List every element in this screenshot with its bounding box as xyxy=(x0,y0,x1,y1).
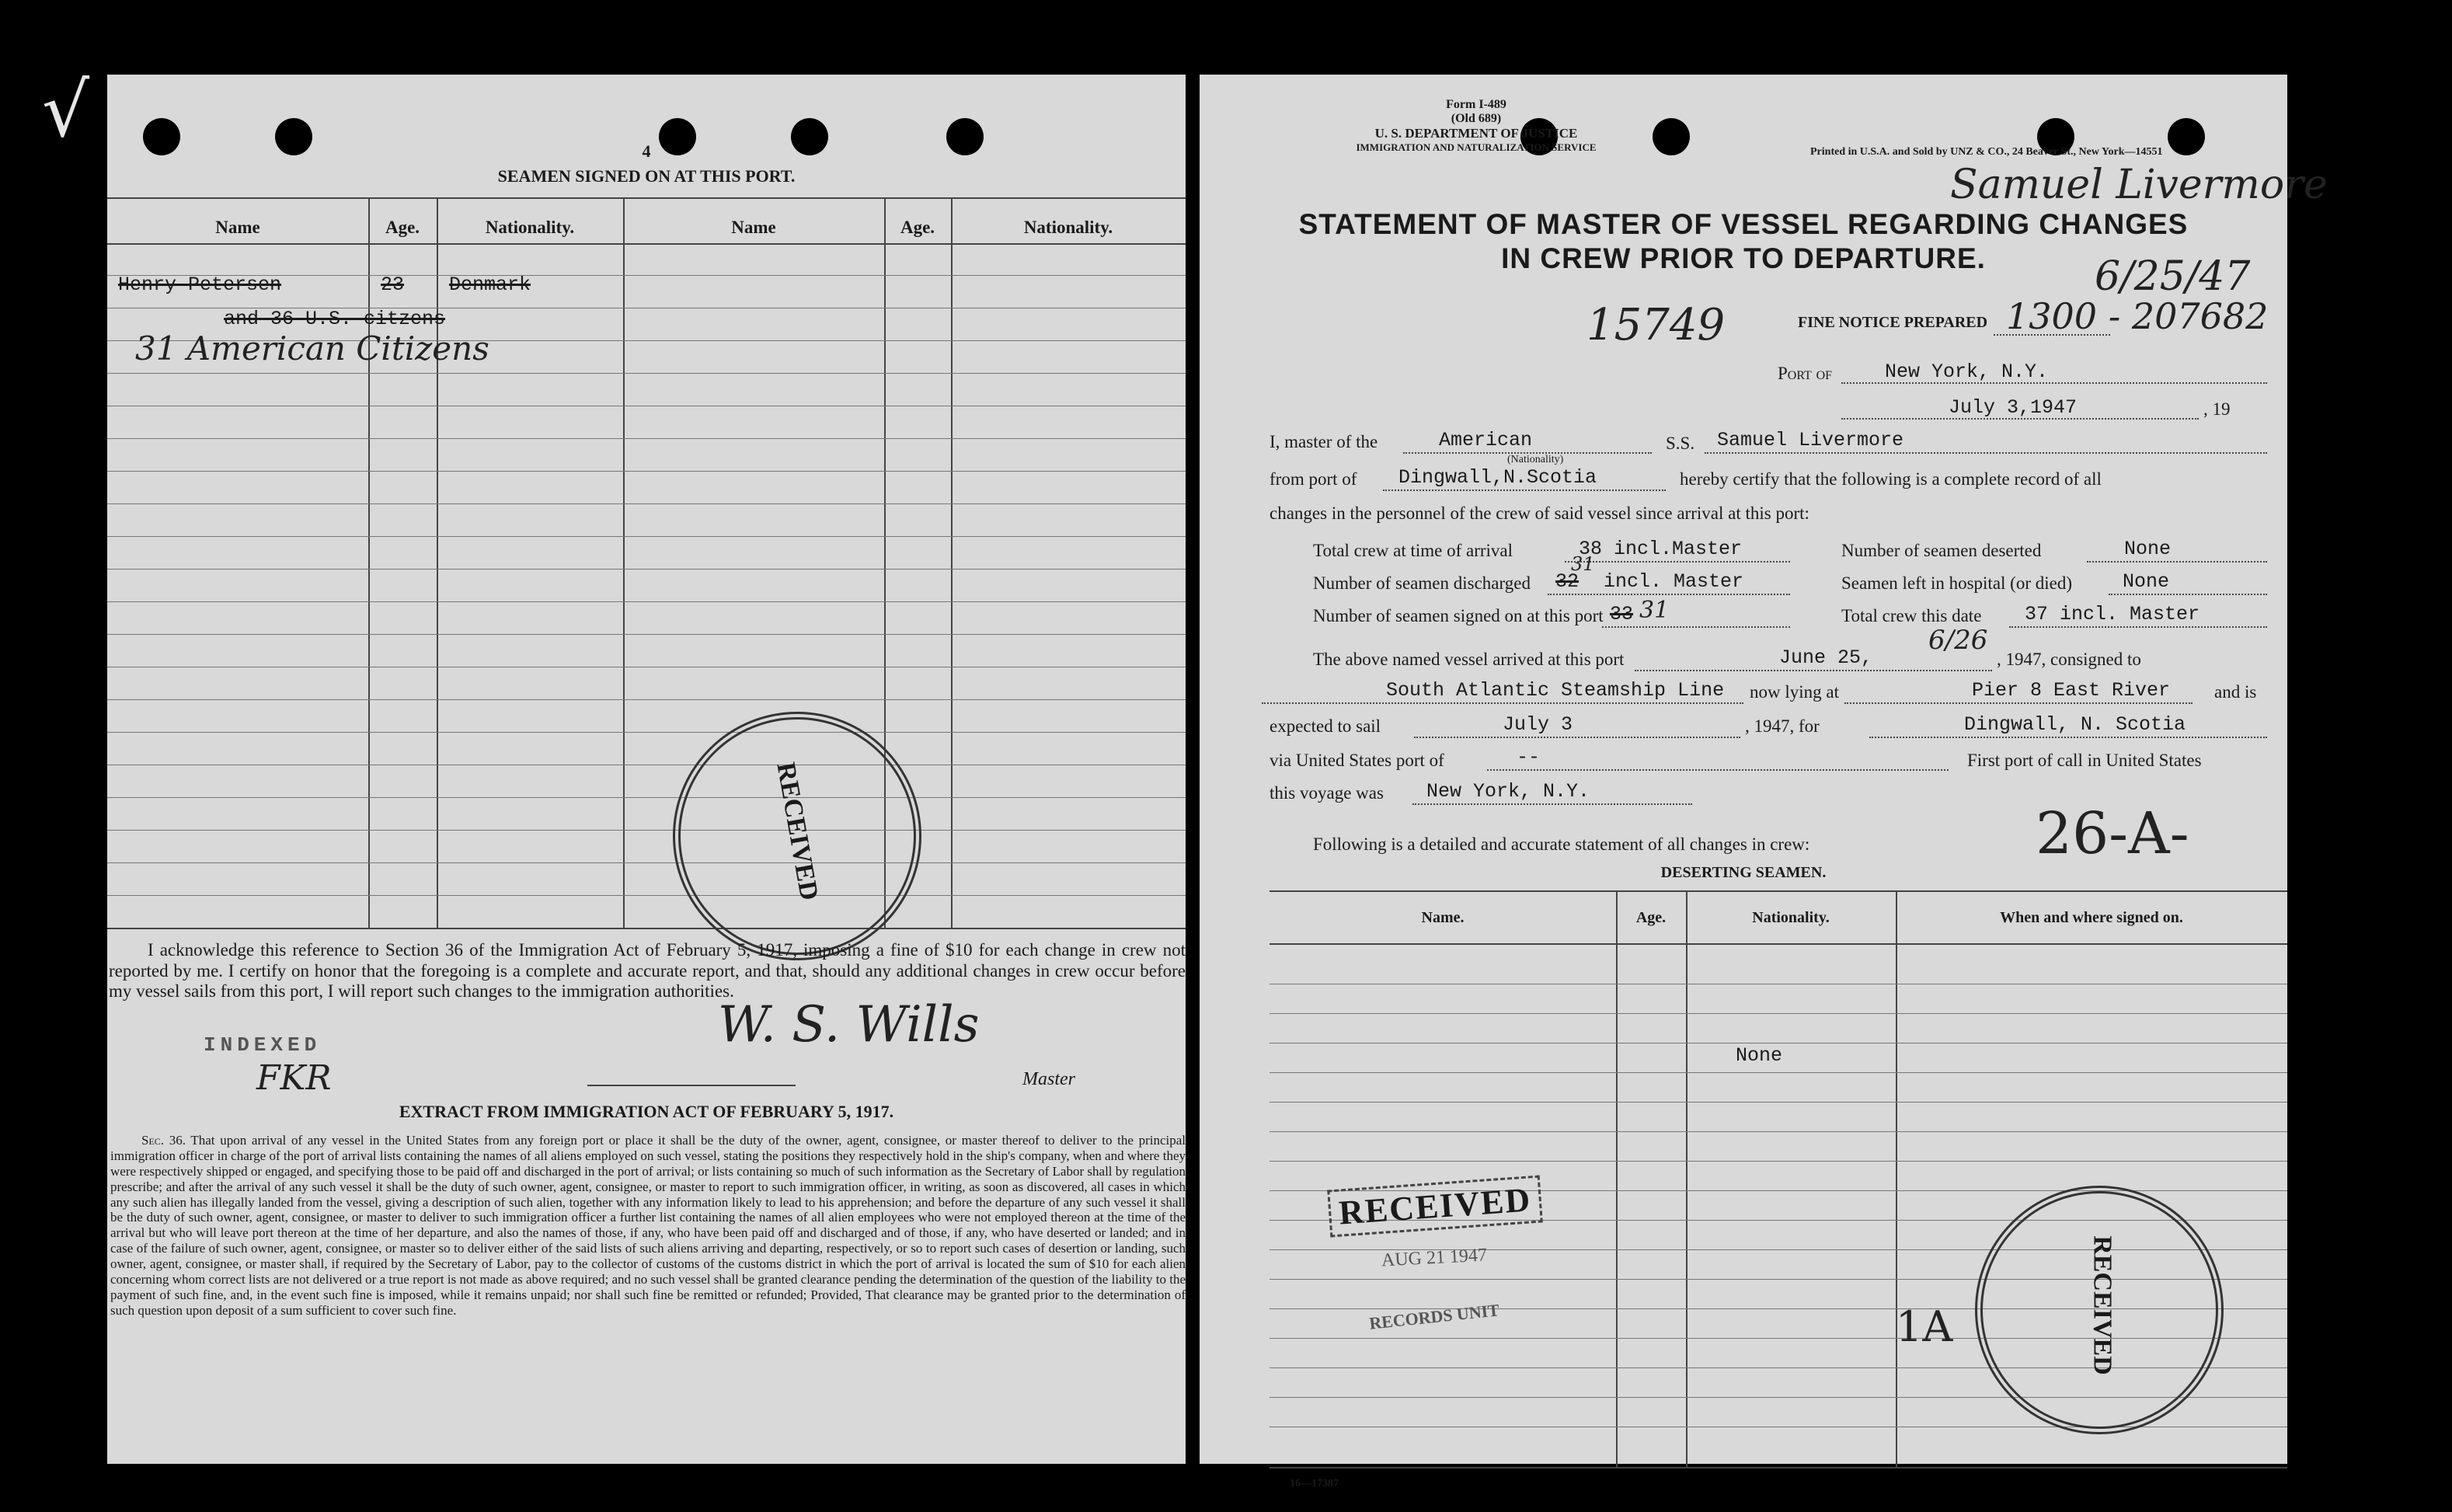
sail-value: July 3 xyxy=(1503,713,1573,736)
signed-struck: 33 xyxy=(1610,603,1634,625)
received-stamp-circle-text: RECEIVED xyxy=(2088,1235,2117,1375)
vessel-value: Samuel Livermore xyxy=(1717,429,1904,451)
from-port-value: Dingwall,N.Scotia xyxy=(1398,466,1597,489)
ruled-line xyxy=(1270,1013,2287,1014)
arrived-label: The above named vessel arrived at this port xyxy=(1313,650,1625,669)
page-number: 4 xyxy=(642,141,651,161)
department: U. S. DEPARTMENT OF JUSTICE xyxy=(1374,126,1578,141)
extract-body: That upon arrival of any vessel in the United States from any foreign port or place it shall be the duty of the owner, agent, consignee, or master thereof to deliver to the principal immigration officer in charge of the port of arrival lists containing the names of all aliens employed on such vessel, stating the positions they respectively hold in the ship's company, when and where they were respectively shipped or engaged, and specifying those to be paid off and discharged in the port of arrival; or lists containing so much of such information as the Secretary of Labor shall by regulation prescribe; and after the arrival of any such vessel it shall be the duty of such owner, agent, consignee, or master to report to such immigration officer, in writing, as soon as discovered, all cases in which any such alien has illegally landed from the vessel, giving a description of such alien, together with any information likely to lead to his apprehension; and before the departure of any such vessel it shall be the duty of such owner, agent, consignee, or master to deliver to such immigration officer a further list containing the names of all alien employees who were not employed thereon at the time of the arrival but who will leave port thereon at the time of her departure, and also the names of those, if any, who have been paid off and discharged and of those, if any, who have deserted or landed; and in case of the failure of such owner, agent, consignee, or master so to deliver either of the said lists of such aliens arriving and departing, respectively, or so to report such cases of desertion or landing, such owner, agent, consignee, or master shall, if required by the Secretary of Labor, pay to the collector of customs of the customs district in which the port of arrival is located the sum of $10 for each alien concerning whom correct lists are not delivered or a true report is not made as above required; and no such vessel shall be granted clearance pending the determination of the question of the liability to the payment of such fine, and, in the event such fine is imposed, while it remains unpaid; nor shall such fine be remitted or refunded; Provided, That clearance may be granted prior to the determination of such question upon deposit of a sum sufficient to cover such fine. xyxy=(110,1133,1186,1318)
column-header-name: Name xyxy=(215,218,260,237)
form-title-line2: IN CREW PRIOR TO DEPARTURE. xyxy=(1501,242,1986,274)
master-of-label: I, master of the xyxy=(1270,432,1378,451)
signature-separator xyxy=(587,1085,796,1086)
received-stamp: RECEIVED xyxy=(1327,1176,1543,1238)
now-lying-label: now lying at xyxy=(1750,682,1839,702)
deserting-column-name: Name. xyxy=(1421,909,1465,926)
date-suffix: , 19 xyxy=(2203,399,2231,419)
handwritten-arrived-note: 6/26 xyxy=(1928,625,1988,656)
from-port-label: from port of xyxy=(1270,469,1357,489)
handwritten-code: 26-A- xyxy=(2036,800,2189,867)
discharged-handwritten: 31 xyxy=(1571,553,1595,575)
deserted-value: None xyxy=(2124,538,2172,560)
fine-notice-label: FINE NOTICE PREPARED xyxy=(1798,314,1988,331)
handwritten-fine-number: 1300 - 207682 xyxy=(2006,295,2269,337)
handwritten-number: 15749 xyxy=(1586,300,1726,350)
hospital-label: Seamen left in hospital (or died) xyxy=(1841,573,2073,593)
column-header-age: Age. xyxy=(385,218,420,237)
deserting-column-signed-on: When and where signed on. xyxy=(2000,909,2183,926)
column-header-age-2: Age. xyxy=(900,218,935,237)
extract-text xyxy=(110,1133,1186,1319)
this-voyage-label: this voyage was xyxy=(1270,783,1384,803)
ruled-line xyxy=(1270,1072,2287,1073)
printer-line: Printed in U.S.A. and Sold by UNZ & CO., 24 Beaver St., New York—14551 xyxy=(1810,146,2163,158)
deserting-column-age: Age. xyxy=(1635,909,1667,926)
right-page xyxy=(1200,75,2328,1489)
port-label: Port of xyxy=(1778,364,1833,383)
signed-label: Number of seamen signed on at this port xyxy=(1313,606,1604,625)
ruled-line xyxy=(107,862,1186,863)
left-page xyxy=(42,67,1186,1464)
ruled-line xyxy=(107,471,1186,472)
ruled-line xyxy=(107,634,1186,635)
sail-year: , 1947, for xyxy=(1745,716,1820,736)
consignee-value: South Atlantic Steamship Line xyxy=(1386,679,1725,702)
received-stamp-text: RECEIVED xyxy=(771,760,824,903)
punch-hole xyxy=(2168,118,2205,155)
first-port-label: First port of call in United States xyxy=(1967,751,2202,770)
ruled-line xyxy=(107,732,1186,733)
total-date-label: Total crew this date xyxy=(1841,606,1982,625)
expected-label: expected to sail xyxy=(1270,716,1381,736)
ss-label: S.S. xyxy=(1666,434,1695,453)
port-value: New York, N.Y. xyxy=(1885,361,2049,383)
form-title-line1: STATEMENT OF MASTER OF VESSEL REGARDING CHANGES xyxy=(1298,208,2189,240)
acknowledgement-text: I acknowledge this reference to Section 36 of the Immigration Act of February 5, 1917, imposing a fine of $10 for each change in crew not reported by me. I certify on honor that the foregoing is a complete and accurate report, and that, should any additional changes in crew occur before my vessel sails from this port, I will report such changes to the immigration authorities. xyxy=(109,940,1186,1002)
voyage-value: New York, N.Y. xyxy=(1426,780,1590,803)
received-stamp-circle-right xyxy=(1975,1186,2224,1434)
form-number: Form I-489 xyxy=(1446,98,1506,111)
table-header-rule xyxy=(107,243,1186,245)
deserting-column-nationality: Nationality. xyxy=(1752,909,1830,926)
ruled-line xyxy=(107,895,1186,896)
handwritten-signature-top: Samuel Livermore xyxy=(1950,162,2328,208)
ruled-line xyxy=(107,438,1186,439)
total-date-value: 37 incl. Master xyxy=(2025,603,2200,625)
master-signature: W. S. Wills xyxy=(718,996,980,1054)
total-arrival-label: Total crew at time of arrival xyxy=(1313,541,1513,560)
received-stamp-sub: RECORDS UNIT xyxy=(1368,1300,1500,1333)
master-label: Master xyxy=(1022,1069,1075,1089)
ruled-line xyxy=(1270,1161,2287,1162)
arrived-year: , 1947, consigned to xyxy=(1997,650,2141,669)
ruled-line xyxy=(107,569,1186,570)
ruled-line xyxy=(107,373,1186,374)
punch-hole xyxy=(1653,118,1690,155)
discharged-label: Number of seamen discharged xyxy=(1313,573,1531,593)
table-bottom-rule xyxy=(107,928,1186,929)
section-label: Sec. 36. xyxy=(141,1133,186,1148)
date-value: July 3,1947 xyxy=(1949,396,2078,419)
indexed-initials: FKR xyxy=(256,1058,332,1098)
indexed-stamp: INDEXED xyxy=(204,1033,322,1057)
ruled-line xyxy=(1270,1131,2287,1132)
hospital-value: None xyxy=(2123,570,2170,593)
service: IMMIGRATION AND NATURALIZATION SERVICE xyxy=(1356,141,1597,153)
deserting-table-value: None xyxy=(1736,1044,1783,1067)
section-title: SEAMEN SIGNED ON AT THIS PORT. xyxy=(497,166,796,186)
form-old-number: (Old 689) xyxy=(1451,112,1502,125)
received-stamp-date: AUG 21 1947 xyxy=(1381,1245,1488,1271)
deserting-title: DESERTING SEAMEN. xyxy=(1660,864,1827,881)
row1-age: 23 xyxy=(381,273,405,296)
column-header-nationality-2: Nationality. xyxy=(1023,218,1113,237)
discharged-struck: 32 xyxy=(1555,570,1580,593)
row1-name: Henry Petersen xyxy=(118,273,282,296)
row2-text: and 36 U.S. citzens xyxy=(224,308,446,330)
lying-value: Pier 8 East River xyxy=(1972,679,2171,702)
via-label: via United States port of xyxy=(1270,751,1444,770)
ruled-line xyxy=(107,797,1186,798)
table-top-rule xyxy=(107,197,1186,199)
discharged-value: incl. Master xyxy=(1604,570,1744,593)
footer-code: 16—17387 xyxy=(1290,1478,1339,1489)
received-stamp-circle xyxy=(673,712,921,960)
extract-title: EXTRACT FROM IMMIGRATION ACT OF FEBRUARY 5, 1917. xyxy=(399,1102,894,1121)
row1-nationality: Denmark xyxy=(449,273,531,296)
nationality-value: American xyxy=(1439,429,1533,451)
ruled-line xyxy=(107,830,1186,831)
following-text: Following is a detailed and accurate statement of all changes in crew: xyxy=(1313,834,1810,854)
ruled-line xyxy=(107,699,1186,700)
deserted-label: Number of seamen deserted xyxy=(1841,541,2042,560)
handwritten-page-mark: 1A xyxy=(1896,1302,1953,1351)
handwritten-row: 31 American Citizens xyxy=(135,329,489,368)
certify-text: hereby certify that the following is a complete record of all xyxy=(1680,469,2102,489)
signed-handwritten: 31 xyxy=(1639,597,1670,624)
nationality-caption: (Nationality) xyxy=(1507,454,1564,465)
column-header-name-2: Name xyxy=(731,218,776,237)
total-arrival-value: 38 incl.Master xyxy=(1579,538,1743,560)
and-is-label: and is xyxy=(2214,682,2257,702)
ruled-line xyxy=(107,503,1186,504)
handwritten-date: 6/25/47 xyxy=(2095,253,2251,300)
changes-text: changes in the personnel of the crew of said vessel since arrival at this port: xyxy=(1270,503,1809,523)
column-header-nationality: Nationality. xyxy=(485,218,575,237)
via-value: -- xyxy=(1517,746,1541,768)
arrived-value: June 25, xyxy=(1779,646,1873,669)
check-mark: √ xyxy=(42,67,90,154)
destination-value: Dingwall, N. Scotia xyxy=(1964,713,2186,736)
ruled-line xyxy=(1270,1102,2287,1103)
ruled-line xyxy=(107,601,1186,602)
ruled-line xyxy=(107,536,1186,537)
